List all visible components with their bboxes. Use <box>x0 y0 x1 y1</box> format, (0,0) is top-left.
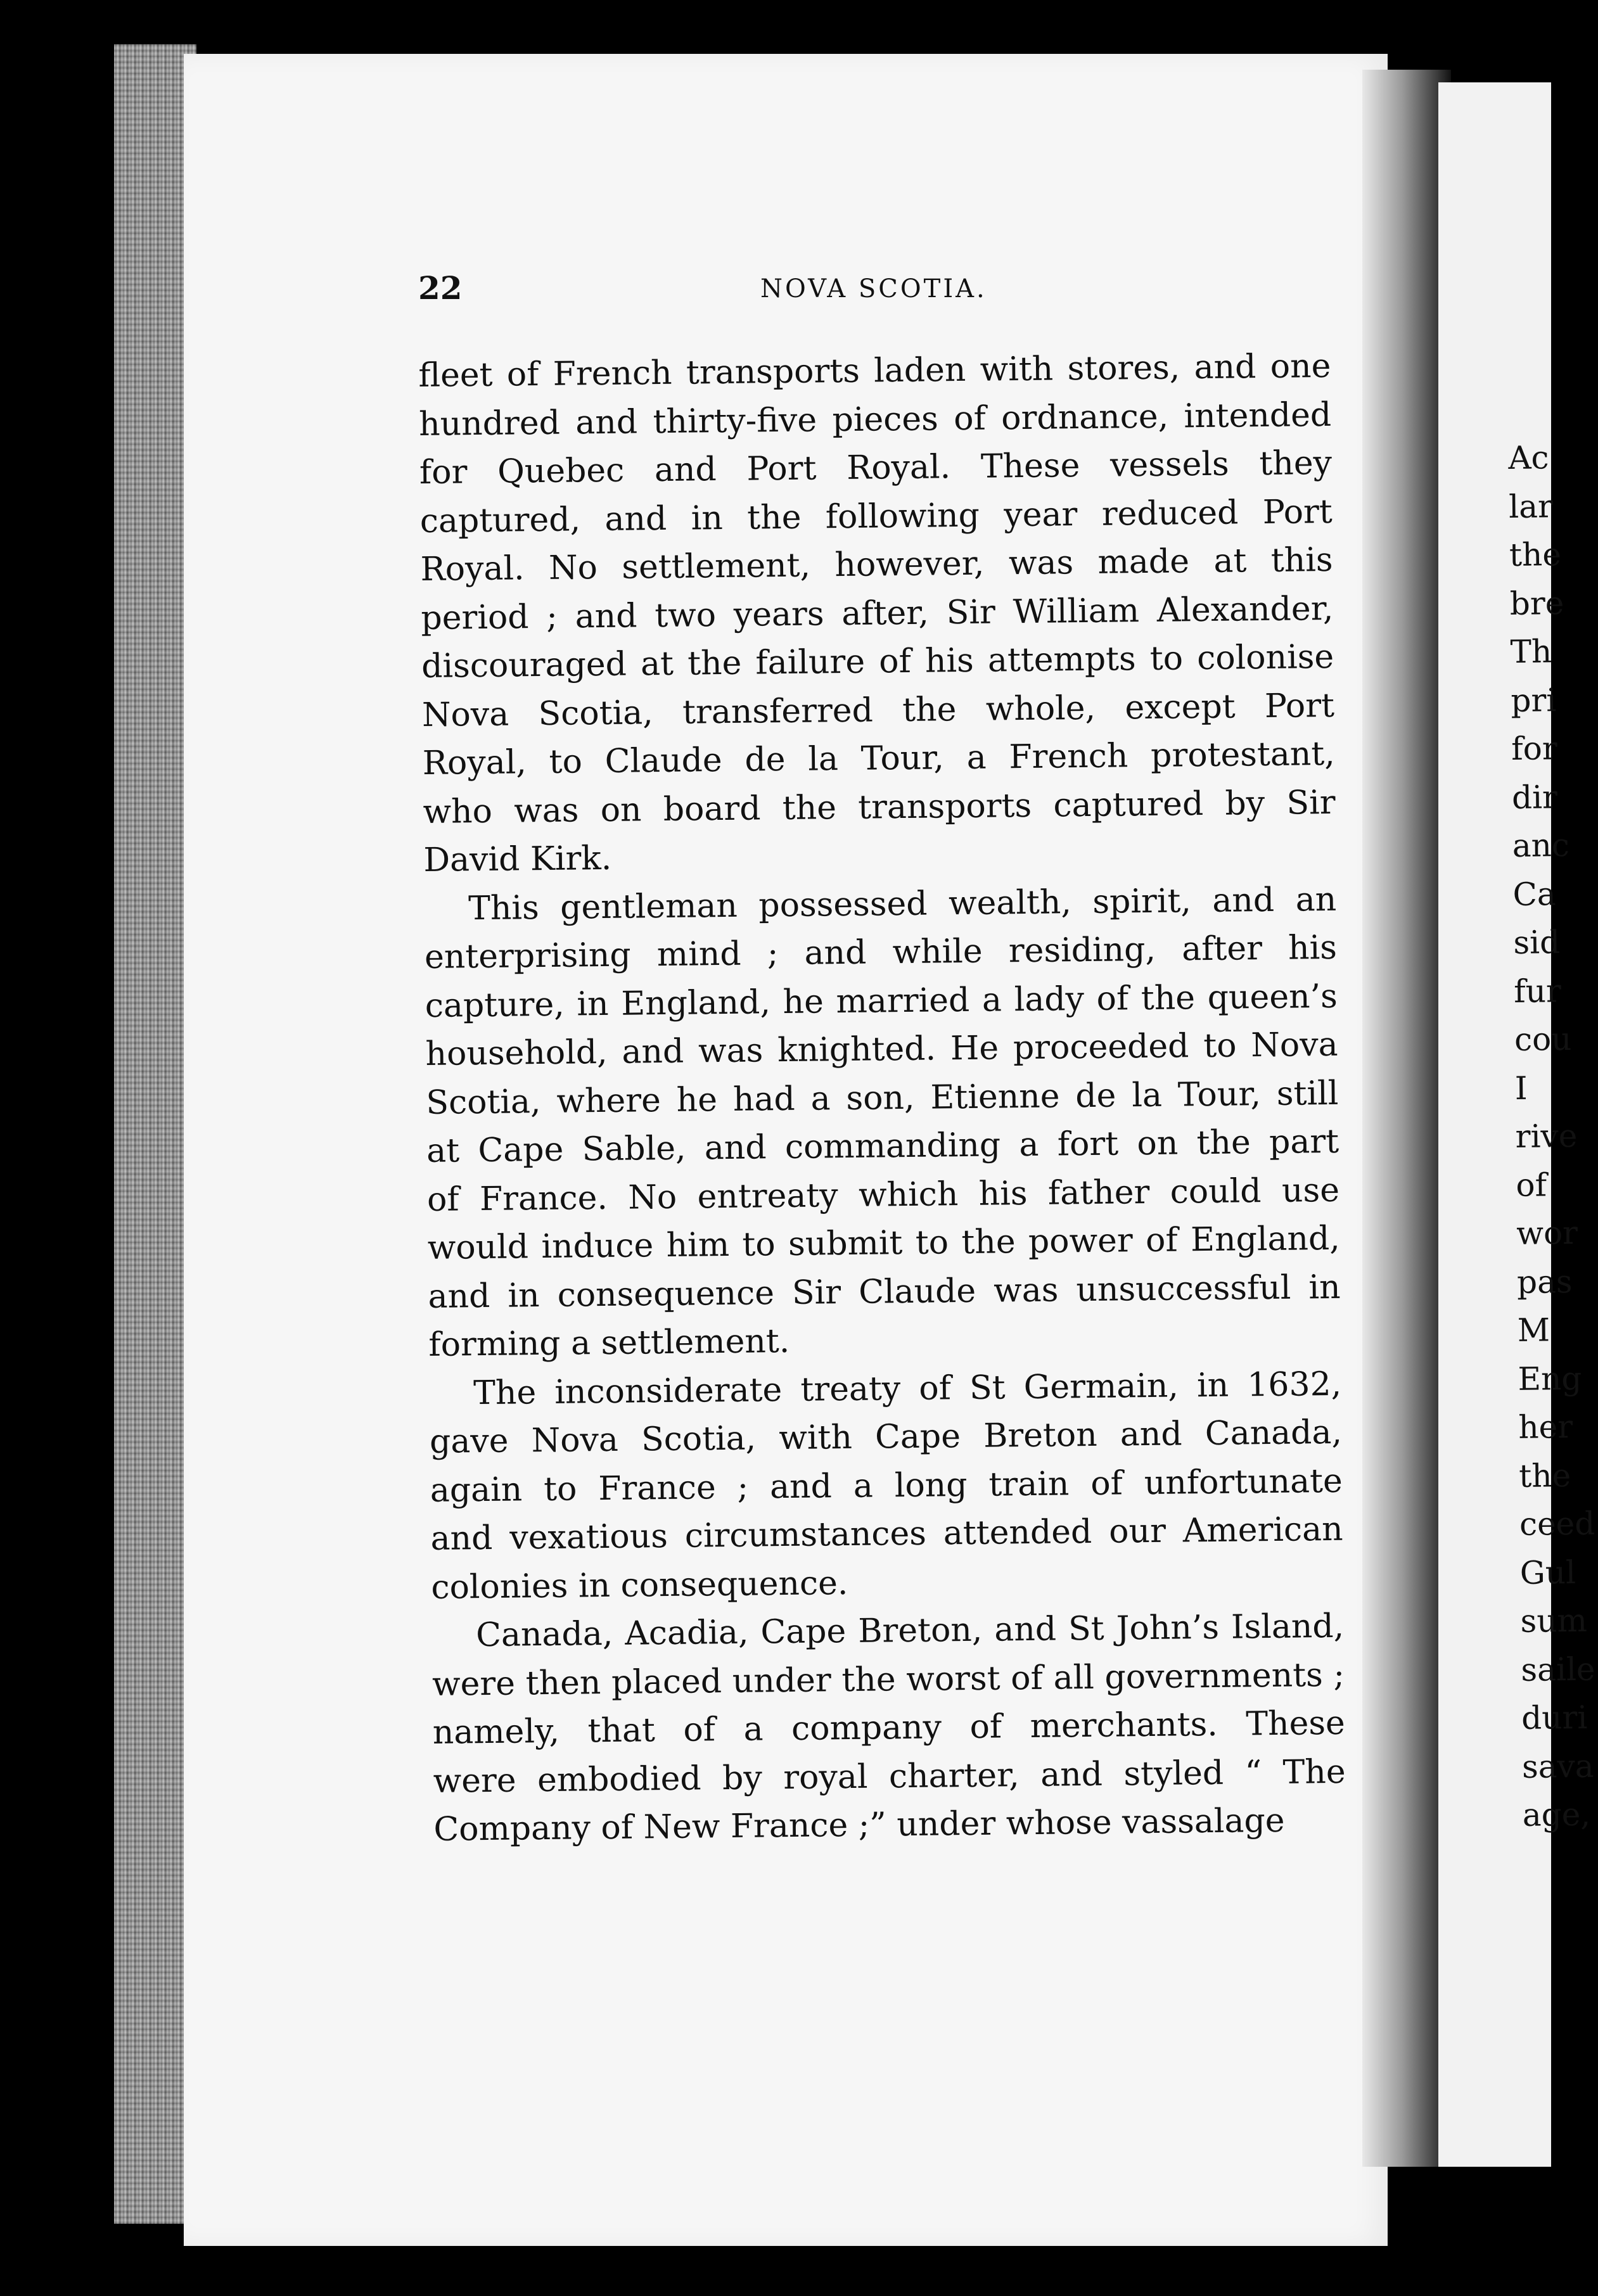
text-line: for Quebec and Port Royal. These vessels they <box>419 443 1333 492</box>
text-line: enterprising mind ; and while residing, after his <box>424 928 1338 976</box>
text-line: would induce him to submit to the power of England, <box>427 1219 1341 1267</box>
text-line: The inconsiderate treaty of St Germain, in 1632, <box>473 1365 1342 1412</box>
text-line: capture, in England, he married a lady of the queen’s <box>425 977 1338 1025</box>
text-line: hundred and thirty-five pieces of ordnance, intended <box>418 395 1332 443</box>
opposite-page-line: M <box>1517 1311 1550 1349</box>
text-line: at Cape Sable, and commanding a fort on the part <box>426 1122 1339 1170</box>
opposite-page-line: dir <box>1511 778 1558 816</box>
text-line: household, and was knighted. He proceeded to Nova <box>425 1025 1338 1073</box>
text-line: were embodied by royal charter, and styled “ The <box>433 1752 1346 1801</box>
text-line: period ; and two years after, Sir William Alexander, <box>421 589 1334 637</box>
opposite-page-line: fur <box>1513 972 1562 1010</box>
opposite-page-text <box>1508 433 1598 1840</box>
text-line: David Kirk. <box>423 839 612 879</box>
paragraph <box>418 342 1336 885</box>
text-line: were then placed under the worst of all governments ; <box>431 1655 1345 1704</box>
body-text <box>418 342 1346 1854</box>
opposite-page-line: anc <box>1512 827 1570 864</box>
running-head: NOVA SCOTIA. <box>760 274 987 303</box>
text-line: Scotia, where he had a son, Etienne de la Tour, still <box>426 1074 1339 1122</box>
opposite-page-line: lar <box>1508 487 1554 525</box>
text-line: captured, and in the following year reduced Port <box>419 492 1333 540</box>
opposite-page-line: rive <box>1515 1117 1578 1155</box>
opposite-page-line: pas <box>1516 1263 1573 1301</box>
text-line: and vexatious circumstances attended our American <box>430 1510 1343 1558</box>
opposite-page-line: the <box>1509 536 1562 573</box>
opposite-page-line: duri <box>1521 1699 1588 1737</box>
opposite-page-line: sum <box>1520 1602 1588 1640</box>
text-line: discouraged at the failure of his attempts to colonise <box>421 637 1334 686</box>
text-line: namely, that of a company of merchants. These <box>432 1704 1346 1752</box>
text-line: of France. No entreaty which his father could use <box>426 1171 1340 1219</box>
text-line: Company of New France ;” under whose vassalage <box>433 1801 1285 1849</box>
text-line: again to France ; and a long train of unfortunate <box>430 1462 1343 1510</box>
opposite-page-line: pri <box>1511 681 1557 719</box>
opposite-page-line: age, <box>1522 1795 1591 1834</box>
opposite-page-line: of <box>1516 1166 1547 1204</box>
opposite-page-line: for <box>1511 730 1558 767</box>
opposite-page-line: saile <box>1521 1650 1595 1688</box>
paragraph <box>424 875 1341 1369</box>
opposite-page-line: her <box>1518 1408 1573 1446</box>
text-line: Canada, Acadia, Cape Breton, and St John’s Island, <box>475 1607 1345 1655</box>
text-line: Nova Scotia, transferred the whole, except Port <box>421 686 1335 734</box>
opposite-page-line: the <box>1518 1457 1571 1495</box>
text-line: and in consequence Sir Claude was unsuccessful in <box>428 1268 1341 1316</box>
paragraph <box>431 1602 1346 1854</box>
text-line: Royal, to Claude de la Tour, a French protestant, <box>422 734 1336 782</box>
opposite-page-line: I <box>1514 1069 1528 1107</box>
opposite-page-line: Th <box>1510 633 1552 670</box>
text-line: gave Nova Scotia, with Cape Breton and Canada, <box>429 1413 1343 1461</box>
opposite-page-line: wor <box>1516 1214 1578 1252</box>
text-line: fleet of French transports laden with stores, and one <box>418 347 1331 395</box>
opposite-page-line: sid <box>1513 924 1561 961</box>
opposite-page <box>1438 82 1595 2167</box>
text-line: forming a settlement. <box>428 1322 790 1364</box>
opposite-page-line: cou <box>1514 1021 1572 1058</box>
text-line: Royal. No settlement, however, was made at this <box>420 540 1333 589</box>
opposite-page-line: Ca <box>1512 875 1556 913</box>
text-line: who was on board the transports captured by Sir <box>423 783 1336 831</box>
text-line: colonies in consequence. <box>431 1564 848 1607</box>
opposite-page-line: Ac <box>1508 439 1549 476</box>
opposite-page-line: sava <box>1521 1747 1594 1785</box>
text-line: This gentleman possessed wealth, spirit, and an <box>468 880 1337 928</box>
book-spine-shadow <box>1362 70 1451 2167</box>
page-number: 22 <box>418 269 463 307</box>
opposite-page-line: Gul <box>1519 1553 1576 1591</box>
opposite-page-line: ceed <box>1519 1505 1595 1543</box>
opposite-page-line: bre <box>1509 584 1564 622</box>
paragraph <box>429 1360 1344 1612</box>
opposite-page-line: Eng <box>1518 1360 1582 1398</box>
